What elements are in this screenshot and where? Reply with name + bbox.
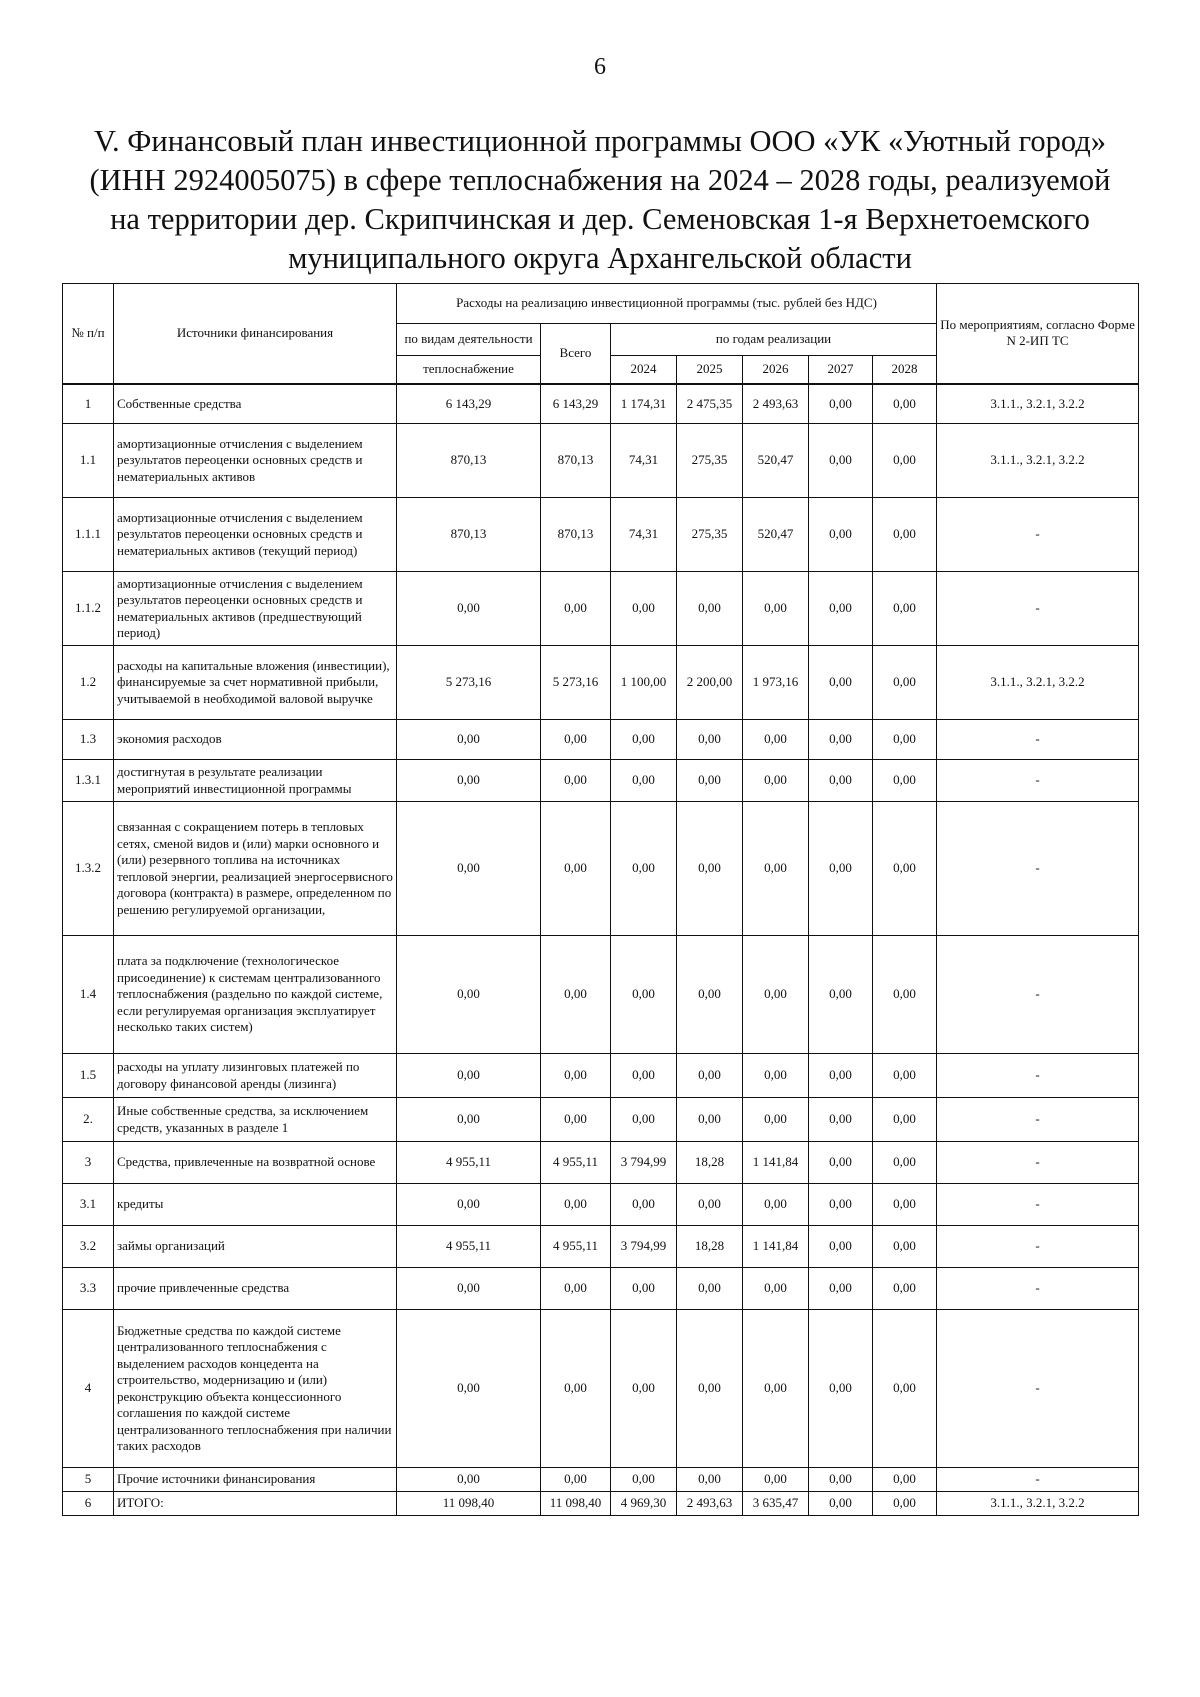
table-row	[63, 802, 1139, 936]
row-measures: -	[937, 1310, 1139, 1468]
row-2025: 0,00	[677, 1098, 743, 1142]
row-2024: 74,31	[611, 424, 677, 498]
row-heat: 4 955,11	[397, 1142, 541, 1184]
row-2027: 0,00	[809, 1142, 873, 1184]
row-heat: 0,00	[397, 1310, 541, 1468]
header-expenses: Расходы на реализацию инвестиционной программы (тыс. рублей без НДС)	[397, 284, 937, 324]
row-2024: 74,31	[611, 498, 677, 572]
row-2025: 18,28	[677, 1142, 743, 1184]
row-2025: 0,00	[677, 760, 743, 802]
row-measures: -	[937, 1268, 1139, 1310]
table-row	[63, 1226, 1139, 1268]
row-2028: 0,00	[873, 1268, 937, 1310]
header-year-2025: 2025	[677, 356, 743, 384]
table-row	[63, 760, 1139, 802]
table-row	[63, 384, 1139, 424]
row-total: 0,00	[541, 1054, 611, 1098]
row-number: 1.1	[63, 424, 114, 498]
row-heat: 0,00	[397, 802, 541, 936]
row-2026: 0,00	[743, 1268, 809, 1310]
table-row	[63, 1492, 1139, 1516]
row-measures: -	[937, 1184, 1139, 1226]
row-2027: 0,00	[809, 720, 873, 760]
row-measures: -	[937, 498, 1139, 572]
row-number: 1	[63, 384, 114, 424]
row-2025: 0,00	[677, 1468, 743, 1492]
row-total: 0,00	[541, 1310, 611, 1468]
row-number: 1.3.2	[63, 802, 114, 936]
row-2025: 0,00	[677, 572, 743, 646]
row-2026: 520,47	[743, 498, 809, 572]
row-2025: 2 200,00	[677, 646, 743, 720]
row-source: связанная с сокращением потерь в тепловых сетях, сменой видов и (или) марки основного и (или) резервного топлива на источниках тепловой энергии, реализацией энергосервисного договора (контракта) в размере, определенном по решению регулируемой организации,	[114, 802, 397, 936]
row-number: 3.2	[63, 1226, 114, 1268]
row-2025: 0,00	[677, 802, 743, 936]
row-2028: 0,00	[873, 1310, 937, 1468]
row-2028: 0,00	[873, 572, 937, 646]
row-total: 0,00	[541, 1184, 611, 1226]
row-2027: 0,00	[809, 424, 873, 498]
table-row	[63, 1054, 1139, 1098]
row-number: 1.3.1	[63, 760, 114, 802]
header-year-2026: 2026	[743, 356, 809, 384]
row-source: Собственные средства	[114, 384, 397, 424]
row-2028: 0,00	[873, 802, 937, 936]
row-2024: 1 174,31	[611, 384, 677, 424]
row-2028: 0,00	[873, 1468, 937, 1492]
row-2028: 0,00	[873, 384, 937, 424]
row-2025: 0,00	[677, 936, 743, 1054]
row-source: займы организаций	[114, 1226, 397, 1268]
row-source: достигнутая в результате реализации мероприятий инвестиционной программы	[114, 760, 397, 802]
row-2025: 2 493,63	[677, 1492, 743, 1516]
row-source: кредиты	[114, 1184, 397, 1226]
row-heat: 0,00	[397, 1268, 541, 1310]
row-total: 0,00	[541, 1268, 611, 1310]
table-row	[63, 1468, 1139, 1492]
row-2025: 0,00	[677, 1054, 743, 1098]
row-number: 1.2	[63, 646, 114, 720]
row-heat: 0,00	[397, 1054, 541, 1098]
row-2025: 18,28	[677, 1226, 743, 1268]
row-number: 3.3	[63, 1268, 114, 1310]
row-2027: 0,00	[809, 1268, 873, 1310]
table-row	[63, 1098, 1139, 1142]
row-2026: 0,00	[743, 936, 809, 1054]
row-2024: 0,00	[611, 1098, 677, 1142]
row-number: 3	[63, 1142, 114, 1184]
row-source: расходы на уплату лизинговых платежей по договору финансовой аренды (лизинга)	[114, 1054, 397, 1098]
row-2026: 0,00	[743, 720, 809, 760]
header-year-2028: 2028	[873, 356, 937, 384]
row-2026: 0,00	[743, 1098, 809, 1142]
row-number: 1.4	[63, 936, 114, 1054]
row-heat: 5 273,16	[397, 646, 541, 720]
table-row	[63, 1142, 1139, 1184]
row-source: амортизационные отчисления с выделением результатов переоценки основных средств и нематериальных активов (текущий период)	[114, 498, 397, 572]
row-2024: 3 794,99	[611, 1142, 677, 1184]
row-measures: -	[937, 936, 1139, 1054]
row-source: экономия расходов	[114, 720, 397, 760]
row-total: 0,00	[541, 936, 611, 1054]
header-year-2024: 2024	[611, 356, 677, 384]
header-heat: теплоснабжение	[397, 356, 541, 384]
row-2028: 0,00	[873, 1054, 937, 1098]
row-2027: 0,00	[809, 1468, 873, 1492]
row-2025: 275,35	[677, 424, 743, 498]
row-2026: 0,00	[743, 572, 809, 646]
header-activity: по видам деятельности	[397, 324, 541, 356]
row-2028: 0,00	[873, 1492, 937, 1516]
row-heat: 0,00	[397, 1468, 541, 1492]
row-total: 5 273,16	[541, 646, 611, 720]
row-heat: 0,00	[397, 1098, 541, 1142]
row-2025: 0,00	[677, 1310, 743, 1468]
row-2026: 1 973,16	[743, 646, 809, 720]
header-measures: По мероприятиям, согласно Форме N 2-ИП ТС	[937, 284, 1139, 384]
row-2027: 0,00	[809, 384, 873, 424]
row-heat: 4 955,11	[397, 1226, 541, 1268]
row-number: 3.1	[63, 1184, 114, 1226]
row-measures: -	[937, 1226, 1139, 1268]
row-2024: 0,00	[611, 1310, 677, 1468]
row-2025: 2 475,35	[677, 384, 743, 424]
row-2026: 0,00	[743, 1054, 809, 1098]
row-2028: 0,00	[873, 760, 937, 802]
row-2024: 0,00	[611, 1268, 677, 1310]
row-number: 4	[63, 1310, 114, 1468]
row-source: Прочие источники финансирования	[114, 1468, 397, 1492]
table-row	[63, 646, 1139, 720]
header-total: Всего	[541, 324, 611, 384]
row-2024: 0,00	[611, 1468, 677, 1492]
row-source: амортизационные отчисления с выделением результатов переоценки основных средств и нематериальных активов (предшествующий период)	[114, 572, 397, 646]
row-2024: 0,00	[611, 760, 677, 802]
page-title	[60, 122, 1140, 278]
row-measures: 3.1.1., 3.2.1, 3.2.2	[937, 646, 1139, 720]
header-by-years: по годам реализации	[611, 324, 937, 356]
row-2028: 0,00	[873, 936, 937, 1054]
row-2027: 0,00	[809, 936, 873, 1054]
row-measures: -	[937, 1098, 1139, 1142]
row-2026: 0,00	[743, 1184, 809, 1226]
row-number: 1.1.2	[63, 572, 114, 646]
row-2026: 1 141,84	[743, 1142, 809, 1184]
row-total: 0,00	[541, 760, 611, 802]
header-year-2027: 2027	[809, 356, 873, 384]
row-total: 11 098,40	[541, 1492, 611, 1516]
row-2027: 0,00	[809, 1054, 873, 1098]
table-row	[63, 936, 1139, 1054]
title-line-1: V. Финансовый план инвестиционной программы ООО «УК «Уютный город»	[93, 124, 1107, 158]
row-2028: 0,00	[873, 1142, 937, 1184]
row-heat: 870,13	[397, 424, 541, 498]
row-measures: -	[937, 1054, 1139, 1098]
row-heat: 6 143,29	[397, 384, 541, 424]
row-total: 0,00	[541, 802, 611, 936]
table-row	[63, 720, 1139, 760]
row-number: 6	[63, 1492, 114, 1516]
row-heat: 0,00	[397, 936, 541, 1054]
row-2028: 0,00	[873, 1184, 937, 1226]
table-row	[63, 1268, 1139, 1310]
row-measures: 3.1.1., 3.2.1, 3.2.2	[937, 384, 1139, 424]
row-measures: -	[937, 1142, 1139, 1184]
row-heat: 0,00	[397, 1184, 541, 1226]
row-source: ИТОГО:	[114, 1492, 397, 1516]
row-measures: 3.1.1., 3.2.1, 3.2.2	[937, 1492, 1139, 1516]
row-2024: 0,00	[611, 720, 677, 760]
row-number: 5	[63, 1468, 114, 1492]
row-2027: 0,00	[809, 1492, 873, 1516]
row-source: амортизационные отчисления с выделением результатов переоценки основных средств и нематериальных активов	[114, 424, 397, 498]
row-measures: -	[937, 760, 1139, 802]
row-source: Средства, привлеченные на возвратной основе	[114, 1142, 397, 1184]
header-source: Источники финансирования	[114, 284, 397, 384]
row-total: 4 955,11	[541, 1226, 611, 1268]
title-line-3: на территории дер. Скрипчинская и дер. Семеновская 1-я Верхнетоемского	[110, 202, 1090, 236]
row-2027: 0,00	[809, 572, 873, 646]
row-source: Иные собственные средства, за исключением средств, указанных в разделе 1	[114, 1098, 397, 1142]
row-2024: 3 794,99	[611, 1226, 677, 1268]
row-measures: -	[937, 802, 1139, 936]
row-total: 6 143,29	[541, 384, 611, 424]
row-measures: -	[937, 572, 1139, 646]
row-total: 4 955,11	[541, 1142, 611, 1184]
row-total: 0,00	[541, 572, 611, 646]
table-row	[63, 424, 1139, 498]
row-2027: 0,00	[809, 498, 873, 572]
row-measures: -	[937, 1468, 1139, 1492]
row-source: плата за подключение (технологическое присоединение) к системам централизованного теплоснабжения (раздельно по каждой системе, если регулируемая организация эксплуатирует несколько таких систем)	[114, 936, 397, 1054]
row-2025: 0,00	[677, 720, 743, 760]
row-measures: 3.1.1., 3.2.1, 3.2.2	[937, 424, 1139, 498]
financial-plan-table	[62, 283, 1139, 1516]
row-number: 1.1.1	[63, 498, 114, 572]
row-2026: 0,00	[743, 760, 809, 802]
row-2024: 0,00	[611, 1184, 677, 1226]
row-2028: 0,00	[873, 1098, 937, 1142]
row-2024: 0,00	[611, 572, 677, 646]
row-2027: 0,00	[809, 1098, 873, 1142]
title-line-4: муниципального округа Архангельской области	[288, 241, 912, 275]
row-2025: 0,00	[677, 1268, 743, 1310]
row-2027: 0,00	[809, 760, 873, 802]
row-2024: 4 969,30	[611, 1492, 677, 1516]
row-total: 870,13	[541, 498, 611, 572]
row-number: 1.5	[63, 1054, 114, 1098]
row-heat: 0,00	[397, 720, 541, 760]
row-2027: 0,00	[809, 1310, 873, 1468]
row-2026: 0,00	[743, 802, 809, 936]
row-2028: 0,00	[873, 498, 937, 572]
row-2028: 0,00	[873, 424, 937, 498]
row-heat: 0,00	[397, 572, 541, 646]
table-row	[63, 1184, 1139, 1226]
row-heat: 870,13	[397, 498, 541, 572]
row-total: 0,00	[541, 720, 611, 760]
row-total: 870,13	[541, 424, 611, 498]
row-2028: 0,00	[873, 720, 937, 760]
table-row	[63, 572, 1139, 646]
row-2026: 520,47	[743, 424, 809, 498]
row-number: 2.	[63, 1098, 114, 1142]
row-measures: -	[937, 720, 1139, 760]
row-total: 0,00	[541, 1468, 611, 1492]
table-row	[63, 498, 1139, 572]
row-source: прочие привлеченные средства	[114, 1268, 397, 1310]
row-total: 0,00	[541, 1098, 611, 1142]
row-2026: 1 141,84	[743, 1226, 809, 1268]
row-2028: 0,00	[873, 646, 937, 720]
table-row	[63, 1310, 1139, 1468]
row-2027: 0,00	[809, 802, 873, 936]
row-source: расходы на капитальные вложения (инвестиции), финансируемые за счет нормативной прибыли, учитываемой в необходимой валовой выручке	[114, 646, 397, 720]
page-number: 6	[594, 54, 606, 80]
row-number: 1.3	[63, 720, 114, 760]
row-2027: 0,00	[809, 1184, 873, 1226]
header-num: № п/п	[63, 284, 114, 384]
row-2026: 2 493,63	[743, 384, 809, 424]
row-2026: 0,00	[743, 1468, 809, 1492]
row-2027: 0,00	[809, 1226, 873, 1268]
row-heat: 11 098,40	[397, 1492, 541, 1516]
title-line-2: (ИНН 2924005075) в сфере теплоснабжения на 2024 – 2028 годы, реализуемой	[89, 163, 1111, 197]
row-2025: 275,35	[677, 498, 743, 572]
row-2025: 0,00	[677, 1184, 743, 1226]
row-2026: 0,00	[743, 1310, 809, 1468]
row-2026: 3 635,47	[743, 1492, 809, 1516]
row-heat: 0,00	[397, 760, 541, 802]
row-2024: 0,00	[611, 1054, 677, 1098]
row-2024: 0,00	[611, 936, 677, 1054]
row-2027: 0,00	[809, 646, 873, 720]
row-2024: 1 100,00	[611, 646, 677, 720]
row-2024: 0,00	[611, 802, 677, 936]
row-source: Бюджетные средства по каждой системе централизованного теплоснабжения с выделением расходов концедента на строительство, модернизацию и (или) реконструкцию объекта концессионного соглашения по каждой системе централизованного теплоснабжения при наличии таких расходов	[114, 1310, 397, 1468]
row-2028: 0,00	[873, 1226, 937, 1268]
